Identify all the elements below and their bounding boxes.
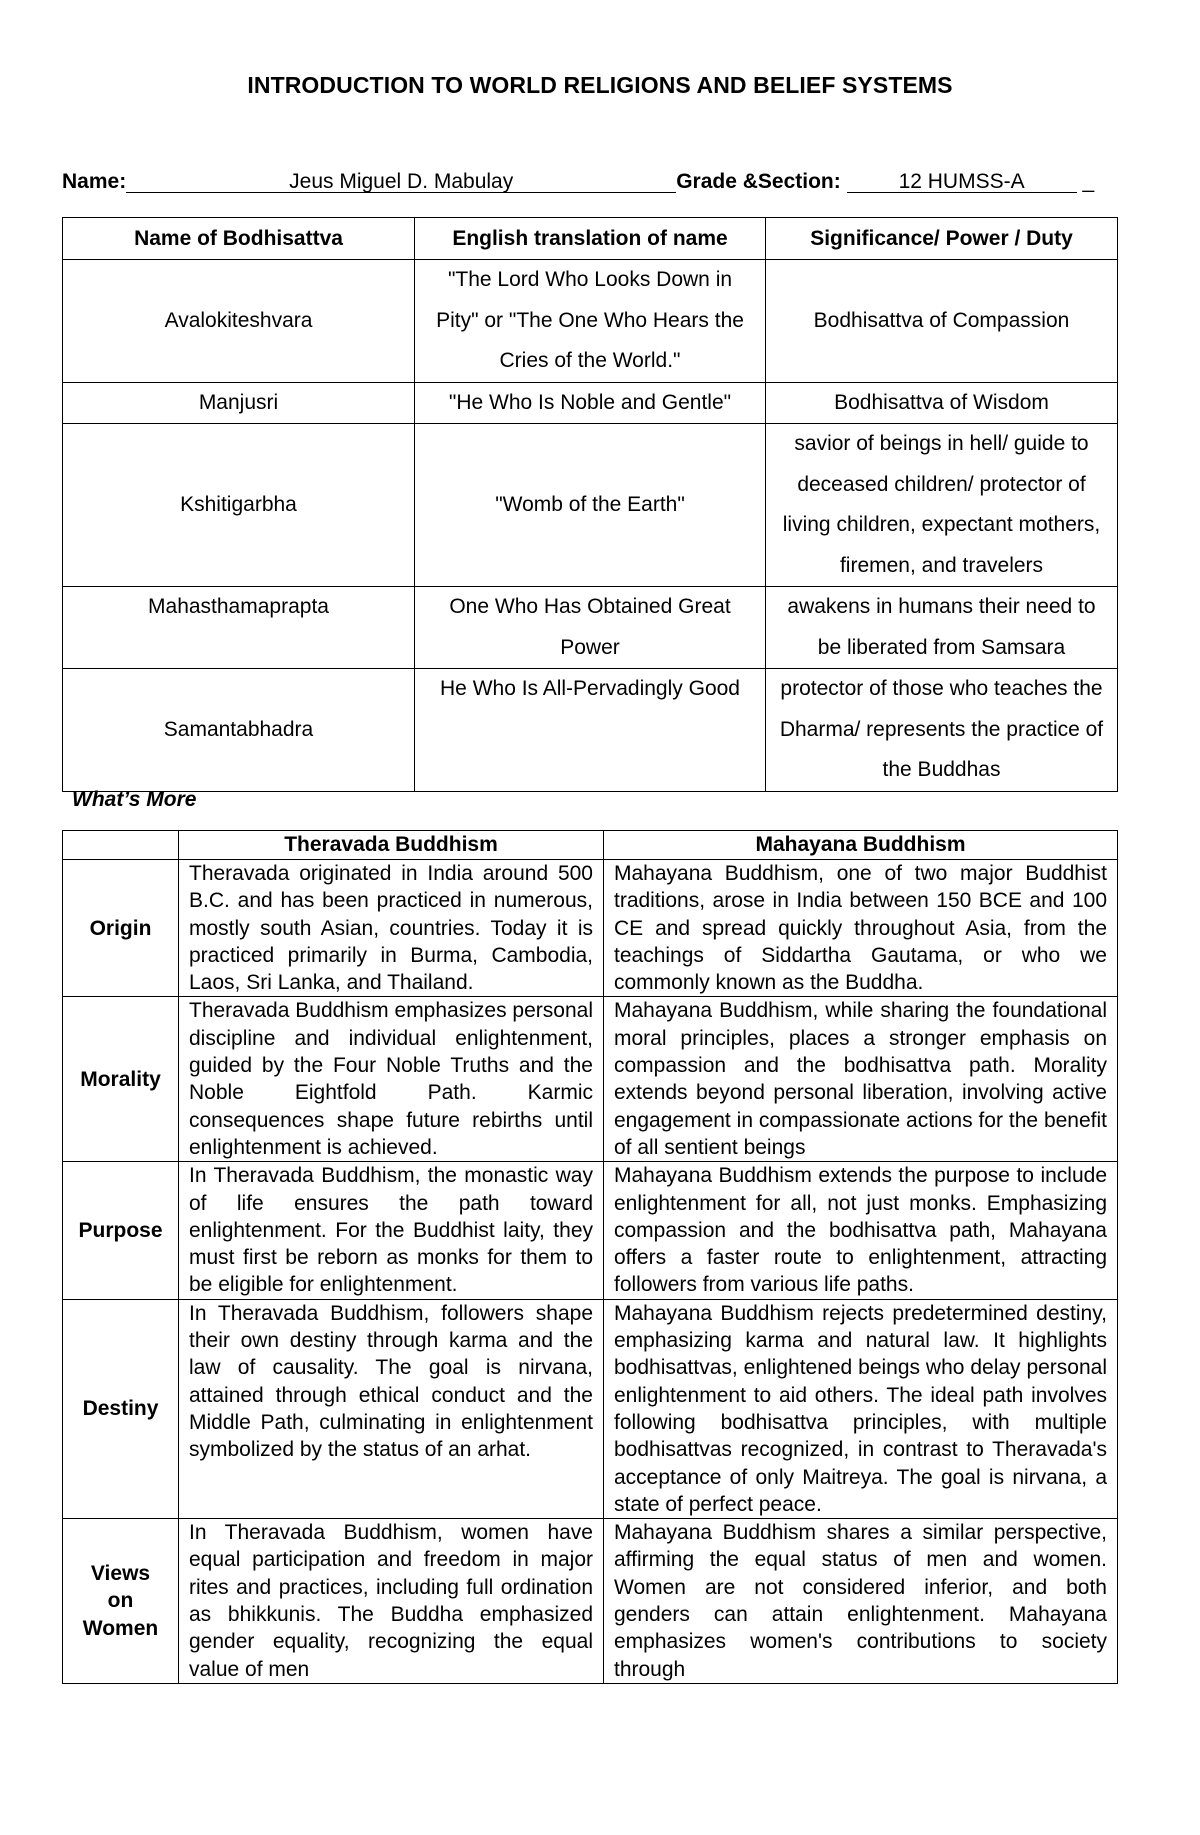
bodhisattva-significance: savior of beings in hell/ guide to deceased children/ protector of living children, expectant mothers, firemen, and travelers <box>766 424 1118 587</box>
bodhisattva-name: Samantabhadra <box>63 669 415 792</box>
section-trail: _ <box>1082 170 1095 193</box>
mahayana-cell: Mahayana Buddhism, one of two major Buddhist traditions, arose in India between 150 BCE and 100 CE and spread quickly throughout Asia, from the teachings of Siddartha Gautama, or who we commonly known as the Buddha. <box>604 860 1118 997</box>
student-info-line <box>62 170 1118 194</box>
bodhisattva-significance: awakens in humans their need to be liberated from Samsara <box>766 587 1118 669</box>
row-topic: Origin <box>63 860 179 997</box>
header-significance: Significance/ Power / Duty <box>766 218 1118 260</box>
whats-more-heading: What’s More <box>72 788 197 811</box>
theravada-cell: In Theravada Buddhism, women have equal participation and freedom in major rites and practices, including full ordination as bhikkunis. The Buddha emphasized gender equality, recognizing the equal value of men <box>179 1519 604 1684</box>
mahayana-cell: Mahayana Buddhism shares a similar perspective, affirming the equal status of men and women. Women are not considered inferior, and both genders can attain enlightenment. Mahayana emphasizes women's contributions to society through <box>604 1519 1118 1684</box>
table-row <box>63 1162 1118 1299</box>
bodhisattva-translation: He Who Is All-Pervadingly Good <box>415 669 766 792</box>
header-topic <box>63 831 179 860</box>
header-name: Name of Bodhisattva <box>63 218 415 260</box>
theravada-cell: In Theravada Buddhism, the monastic way of life ensures the path toward enlightenment. For the Buddhist laity, they must first be reborn as monks for them to be eligible for enlightenment. <box>179 1162 604 1299</box>
mahayana-cell: Mahayana Buddhism extends the purpose to include enlightenment for all, not just monks. Emphasizing compassion and the bodhisattva path, Mahayana offers a faster route to enlightenment, attracting followers from various life paths. <box>604 1162 1118 1299</box>
header-translation: English translation of name <box>415 218 766 260</box>
name-value: Jeus Miguel D. Mabulay <box>126 172 676 193</box>
bodhisattva-translation: "Womb of the Earth" <box>415 424 766 587</box>
table-header-row <box>63 831 1118 860</box>
bodhisattva-table <box>62 217 1118 792</box>
name-label: Name: <box>62 170 127 193</box>
table-row <box>63 424 1118 587</box>
table-row <box>63 1519 1118 1684</box>
table-header-row <box>63 218 1118 260</box>
theravada-cell: In Theravada Buddhism, followers shape their own destiny through karma and the law of causality. The goal is nirvana, attained through ethical conduct and the Middle Path, culminating in enlightenment symbolized by the status of an arhat. <box>179 1299 604 1518</box>
bodhisattva-significance: protector of those who teaches the Dharma/ represents the practice of the Buddhas <box>766 669 1118 792</box>
table-row <box>63 860 1118 997</box>
bodhisattva-translation: "He Who Is Noble and Gentle" <box>415 382 766 424</box>
table-row <box>63 997 1118 1162</box>
table-row <box>63 587 1118 669</box>
page-title: INTRODUCTION TO WORLD RELIGIONS AND BELIEF SYSTEMS <box>247 72 953 98</box>
header-theravada: Theravada Buddhism <box>179 831 604 860</box>
mahayana-cell: Mahayana Buddhism rejects predetermined destiny, emphasizing karma and natural law. It highlights bodhisattvas, enlightened beings who delay personal enlightenment to aid others. The ideal path involves following bodhisattva principles, with multiple bodhisattvas recognized, in contrast to Theravada's acceptance of only Maitreya. The goal is nirvana, a state of perfect peace. <box>604 1299 1118 1518</box>
bodhisattva-name: Mahasthamaprapta <box>63 587 415 669</box>
bodhisattva-significance: Bodhisattva of Wisdom <box>766 382 1118 424</box>
bodhisattva-name: Manjusri <box>63 382 415 424</box>
table-row <box>63 669 1118 792</box>
theravada-cell: Theravada Buddhism emphasizes personal discipline and individual enlightenment, guided by the Four Noble Truths and the Noble Eightfold Path. Karmic consequences shape future rebirths until enlightenment is achieved. <box>179 997 604 1162</box>
row-topic: Views on Women <box>63 1519 179 1684</box>
table-row <box>63 260 1118 383</box>
section-value: 12 HUMSS-A <box>847 172 1077 193</box>
row-topic: Destiny <box>63 1299 179 1518</box>
row-topic: Purpose <box>63 1162 179 1299</box>
table-row <box>63 1299 1118 1518</box>
bodhisattva-significance: Bodhisattva of Compassion <box>766 260 1118 383</box>
section-label: Grade &Section: <box>676 170 841 193</box>
bodhisattva-name: Avalokiteshvara <box>63 260 415 383</box>
table-row <box>63 382 1118 424</box>
header-mahayana: Mahayana Buddhism <box>604 831 1118 860</box>
row-topic: Morality <box>63 997 179 1162</box>
mahayana-cell: Mahayana Buddhism, while sharing the foundational moral principles, places a stronger emphasis on compassion and the bodhisattva path. Morality extends beyond personal liberation, involving active engagement in compassionate actions for the benefit of all sentient beings <box>604 997 1118 1162</box>
bodhisattva-translation: "The Lord Who Looks Down in Pity" or "The One Who Hears the Cries of the World." <box>415 260 766 383</box>
theravada-cell: Theravada originated in India around 500 B.C. and has been practiced in numerous, mostly south Asian, countries. Today it is practiced primarily in Burma, Cambodia, Laos, Sri Lanka, and Thailand. <box>179 860 604 997</box>
bodhisattva-name: Kshitigarbha <box>63 424 415 587</box>
comparison-table <box>62 830 1118 1684</box>
bodhisattva-translation: One Who Has Obtained Great Power <box>415 587 766 669</box>
